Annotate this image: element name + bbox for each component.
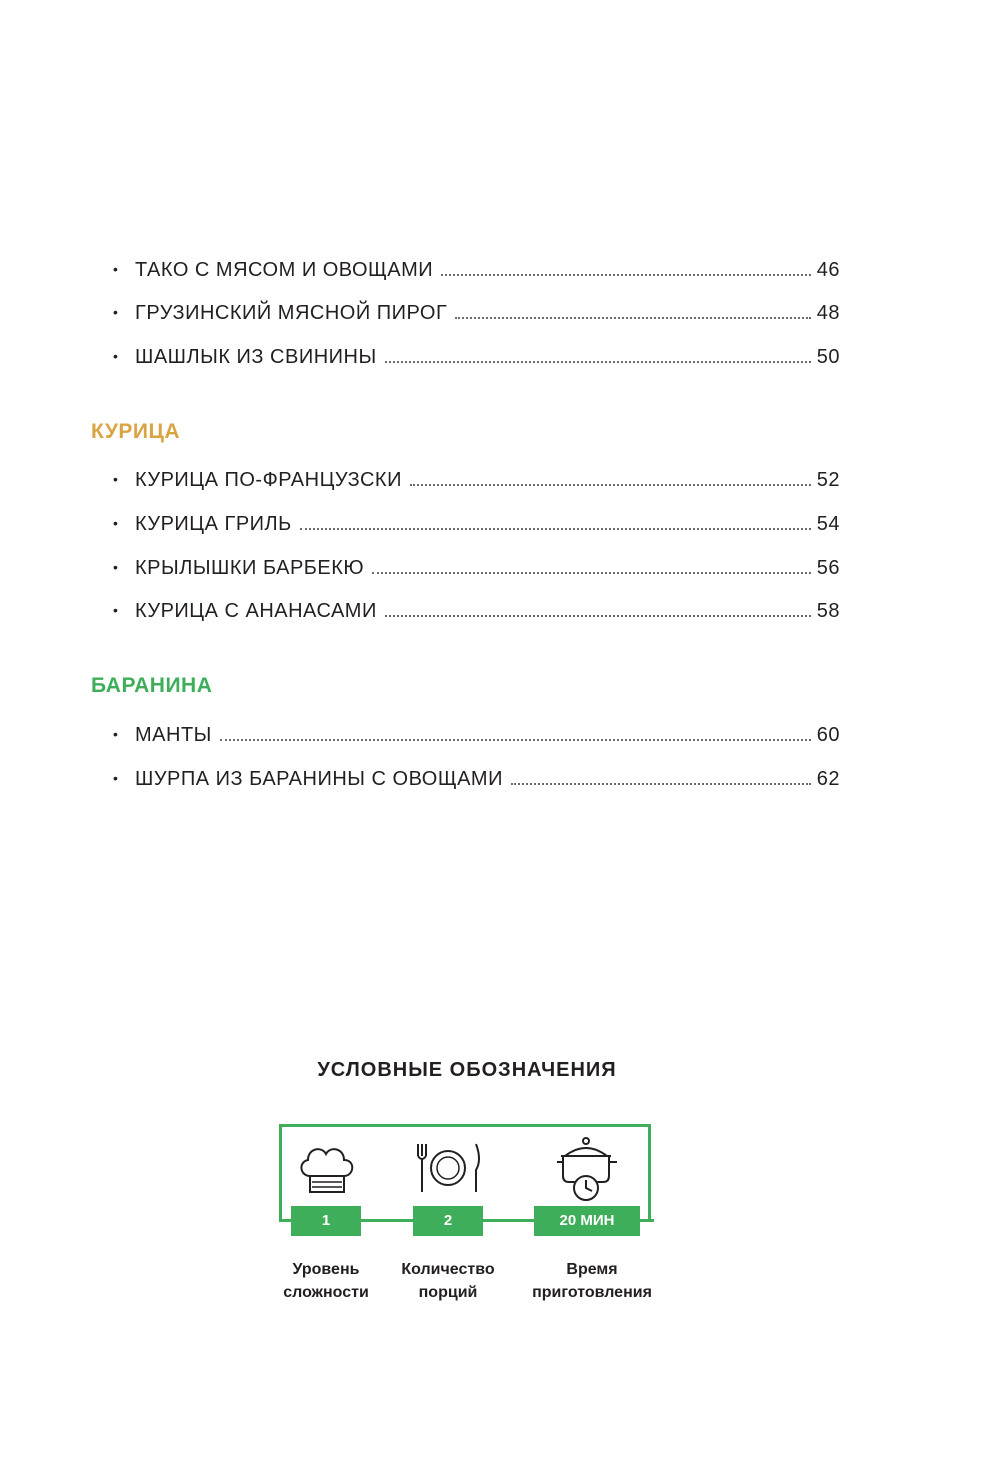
toc-entry-title: КУРИЦА С АНАНАСАМИ (135, 600, 377, 622)
bullet: • (113, 726, 119, 742)
bullet: • (113, 348, 119, 364)
toc-entry[interactable] (113, 761, 840, 791)
legend-title: УСЛОВНЫЕ ОБОЗНАЧЕНИЯ (317, 1059, 617, 1081)
toc-entry[interactable] (113, 339, 840, 369)
servings-label: Количество порций (401, 1261, 495, 1301)
toc-entry-title: ШУРПА ИЗ БАРАНИНЫ С ОВОЩАМИ (135, 768, 503, 790)
chef-hat-icon (296, 1140, 360, 1198)
dot-leader (300, 528, 811, 530)
toc-entry[interactable] (113, 462, 840, 492)
servings-badge: 2 (413, 1206, 483, 1236)
dot-leader (220, 739, 811, 741)
dot-leader (441, 274, 811, 276)
section-heading-lamb: БАРАНИНА (91, 674, 213, 697)
difficulty-label: Уровень сложности (283, 1261, 369, 1301)
dot-leader (385, 615, 811, 617)
bullet: • (113, 471, 119, 487)
plate-cutlery-icon (412, 1140, 484, 1196)
toc-entry-page: 48 (816, 302, 840, 324)
dot-leader (372, 572, 811, 574)
toc-entry[interactable] (113, 506, 840, 536)
bullet: • (113, 261, 119, 277)
dot-leader (455, 317, 810, 319)
toc-entry[interactable] (113, 717, 840, 747)
bullet: • (113, 304, 119, 320)
bullet: • (113, 515, 119, 531)
toc-entry-title: ТАКО С МЯСОМ И ОВОЩАМИ (135, 259, 434, 281)
toc-entry-page: 56 (816, 557, 840, 579)
toc-entry[interactable] (113, 550, 840, 580)
toc-entry[interactable] (113, 295, 840, 325)
toc-entry-page: 62 (816, 768, 840, 790)
dot-leader (410, 484, 811, 486)
toc-entry-page: 50 (816, 346, 840, 368)
toc-entry-title: КУРИЦА ПО-ФРАНЦУЗСКИ (135, 469, 402, 491)
toc-entry-page: 54 (816, 513, 840, 535)
difficulty-badge: 1 (291, 1206, 361, 1236)
bullet: • (113, 602, 119, 618)
toc-entry-page: 60 (816, 724, 840, 746)
dot-leader (511, 783, 811, 785)
toc-entry-title: ШАШЛЫК ИЗ СВИНИНЫ (135, 346, 377, 368)
dot-leader (385, 361, 811, 363)
toc-entry-title: МАНТЫ (135, 724, 212, 746)
toc-entry[interactable] (113, 593, 840, 623)
toc-entry-title: ГРУЗИНСКИЙ МЯСНОЙ ПИРОГ (135, 302, 448, 324)
toc-entry-page: 52 (816, 469, 840, 491)
toc-entry-title: КУРИЦА ГРИЛЬ (135, 513, 292, 535)
pot-timer-icon (555, 1134, 621, 1204)
bullet: • (113, 770, 119, 786)
toc-entry-title: КРЫЛЫШКИ БАРБЕКЮ (135, 557, 365, 579)
section-heading-chicken: КУРИЦА (91, 420, 181, 443)
bullet: • (113, 559, 119, 575)
toc-entry[interactable] (113, 252, 840, 282)
toc-entry-page: 46 (816, 259, 840, 281)
toc-entry-page: 58 (816, 600, 840, 622)
time-badge: 20 МИН (534, 1206, 640, 1236)
time-label: Время приготовления (532, 1261, 652, 1301)
